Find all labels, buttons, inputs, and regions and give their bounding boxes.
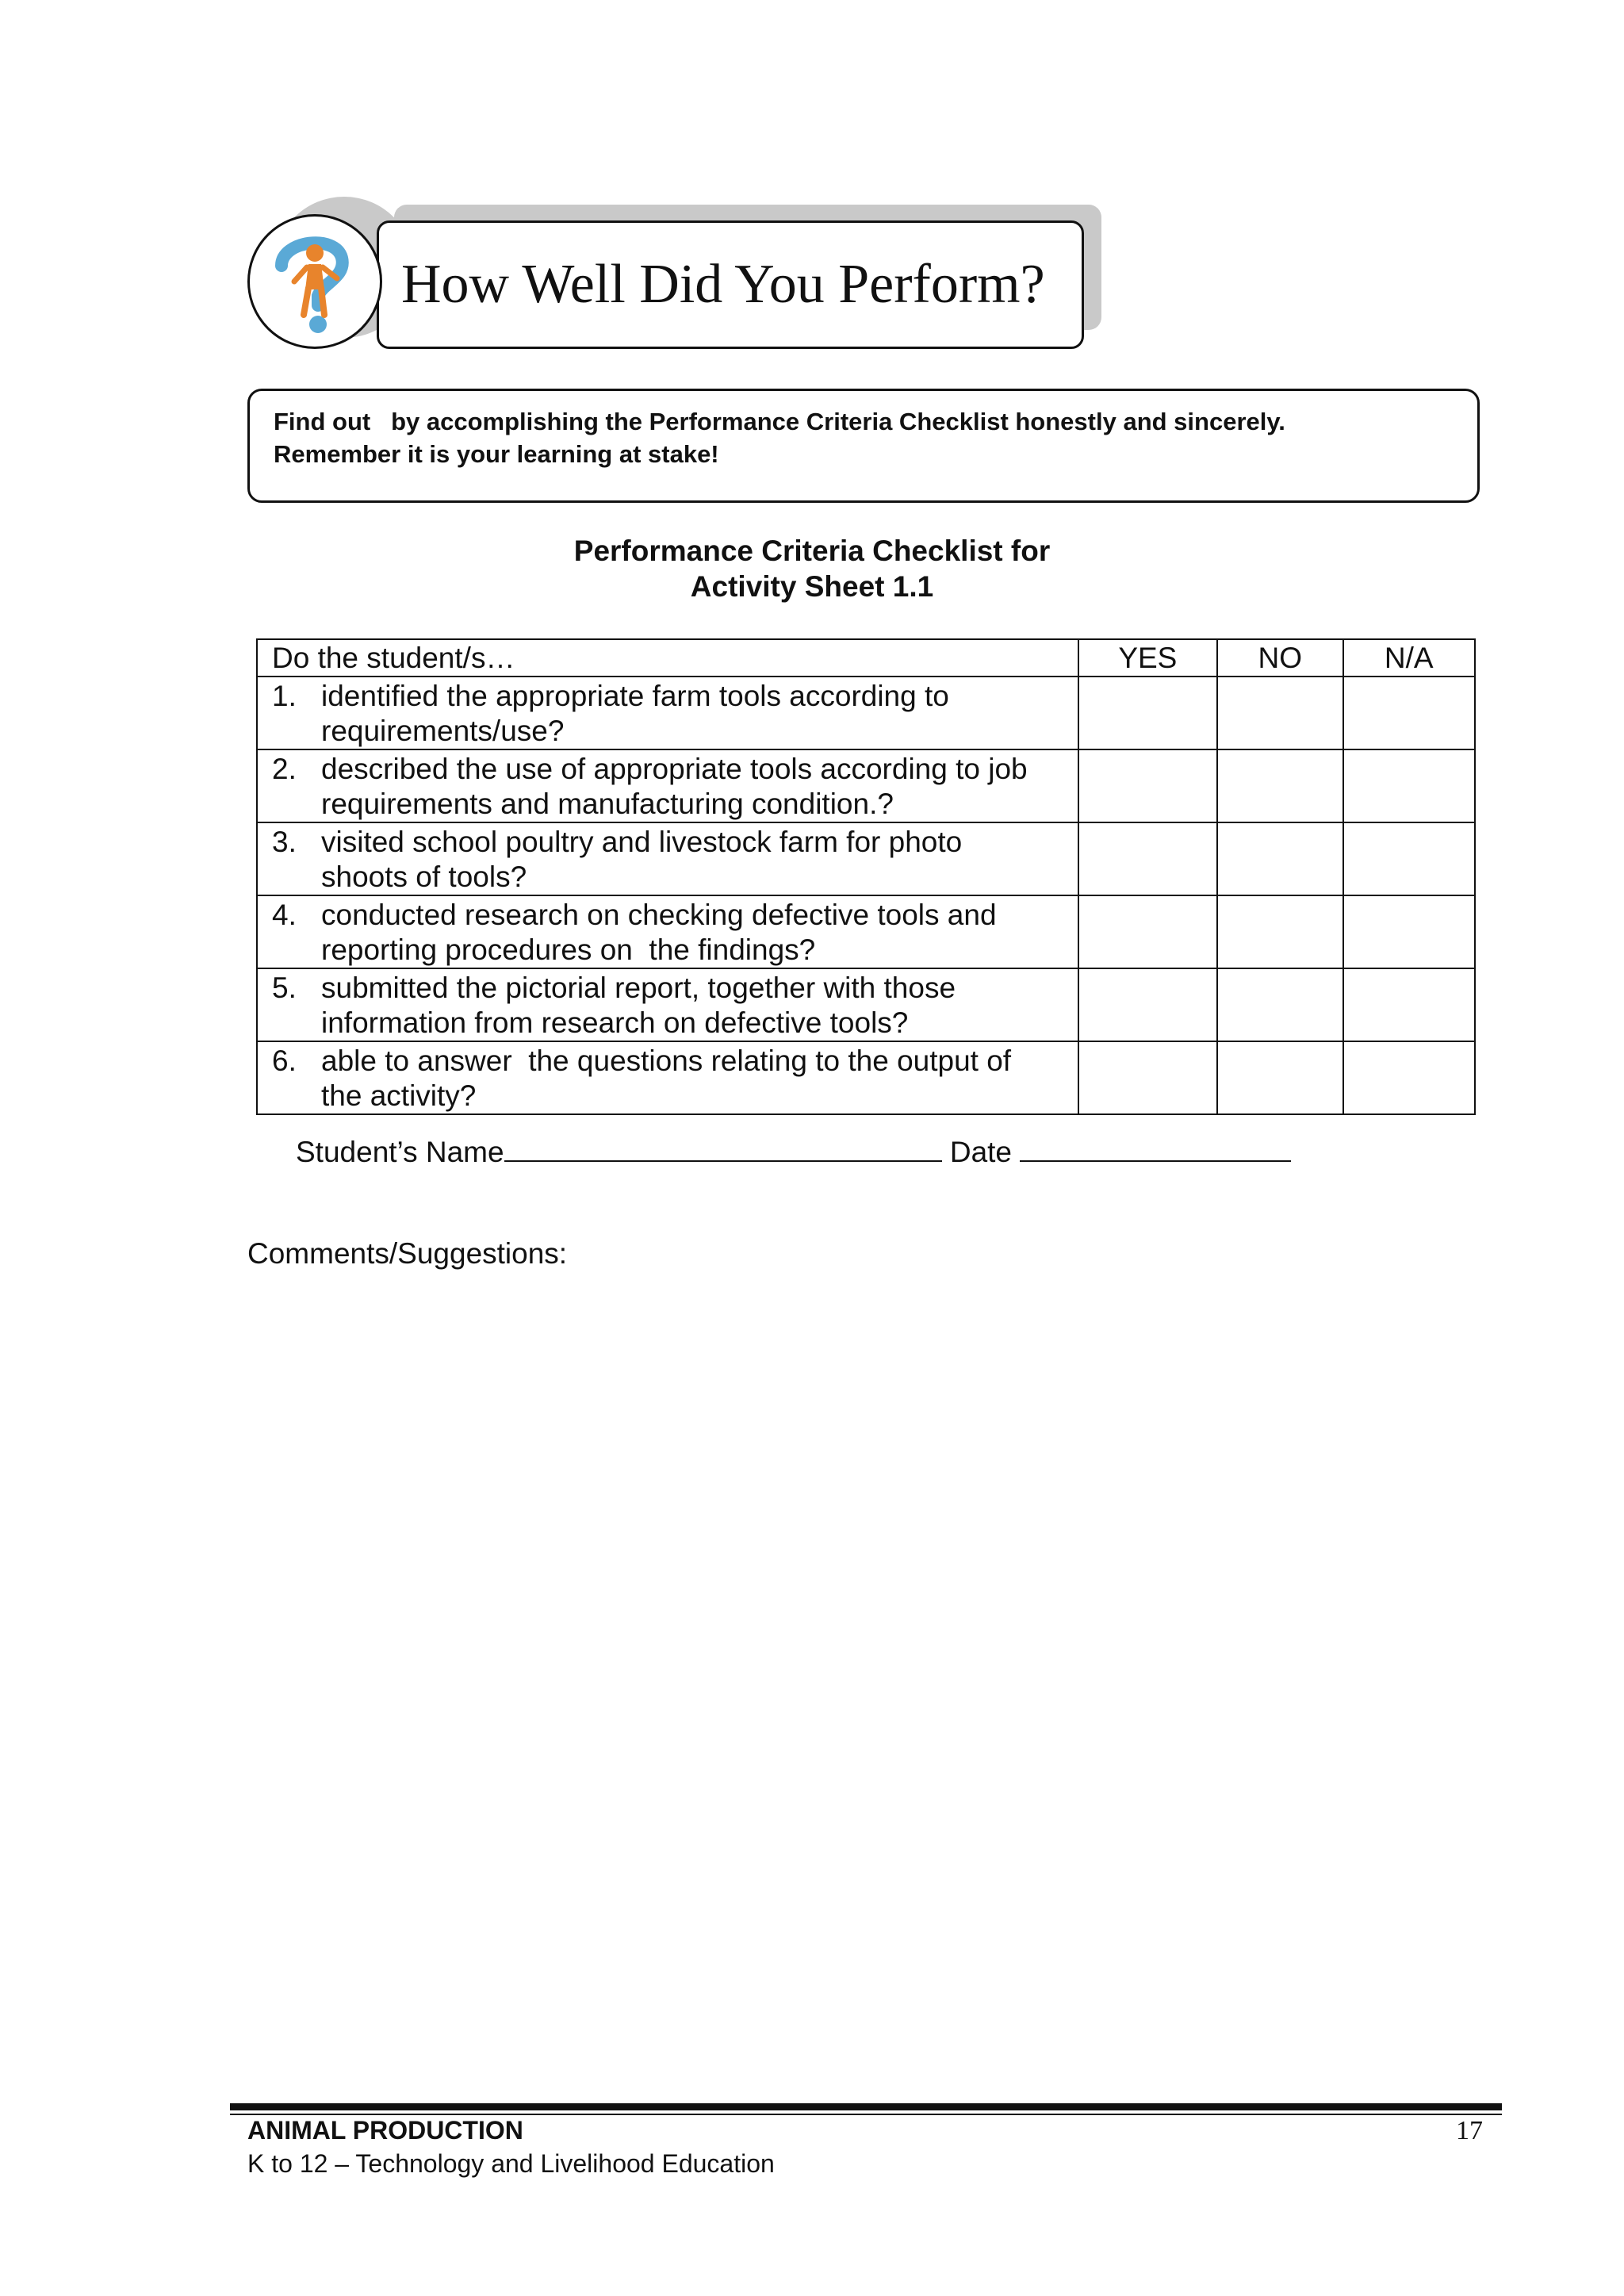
criterion-text-line-1: identified the appropriate farm tools according to [321, 680, 949, 712]
criterion-text-line-2: information from research on defective tools? [321, 1006, 909, 1039]
footer-rule-thin [230, 2114, 1502, 2115]
footer-subtitle: K to 12 – Technology and Livelihood Education [247, 2149, 775, 2178]
page-number: 17 [1456, 2116, 1483, 2145]
criterion-cell [257, 749, 1078, 822]
checklist-heading-line-1: Performance Criteria Checklist for [573, 535, 1051, 567]
yes-check-cell[interactable] [1078, 749, 1217, 822]
table-row [257, 1041, 1475, 1114]
criterion-text-line-2: requirements and manufacturing condition.? [321, 788, 894, 820]
page-title: How Well Did You Perform? [401, 254, 1045, 315]
na-check-cell[interactable] [1343, 749, 1475, 822]
footer-rule-thick [230, 2103, 1502, 2110]
checklist-heading-line-2: Activity Sheet 1.1 [690, 570, 934, 603]
student-name-date-line [296, 1136, 1291, 1169]
instruction-line-1: Find out by accomplishing the Performance Criteria Checklist honestly and sincerely. [274, 408, 1285, 435]
criterion-number: 6. [272, 1045, 297, 1077]
table-row [257, 822, 1475, 895]
criterion-text-line-2: reporting procedures on the findings? [321, 933, 816, 966]
criterion-cell [257, 968, 1078, 1041]
instruction-line-2: Remember it is your learning at stake! [274, 440, 719, 468]
criterion-number: 3. [272, 826, 297, 858]
table-row [257, 749, 1475, 822]
criterion-text-line-1: submitted the pictorial report, together with those [321, 972, 956, 1004]
no-check-cell[interactable] [1217, 749, 1342, 822]
na-check-cell[interactable] [1343, 1041, 1475, 1114]
no-check-cell[interactable] [1217, 968, 1342, 1041]
na-check-cell[interactable] [1343, 895, 1475, 968]
banner-title-box [377, 220, 1084, 349]
na-check-cell[interactable] [1343, 822, 1475, 895]
date-field[interactable] [1020, 1137, 1291, 1162]
column-header-criteria: Do the student/s… [257, 639, 1078, 677]
column-header-yes: YES [1078, 639, 1217, 677]
criterion-cell [257, 895, 1078, 968]
date-label: Date [949, 1136, 1013, 1168]
yes-check-cell[interactable] [1078, 968, 1217, 1041]
instruction-box [247, 389, 1480, 503]
criterion-text-line-2: requirements/use? [321, 715, 565, 747]
na-check-cell[interactable] [1343, 968, 1475, 1041]
student-name-label: Student’s Name [296, 1136, 504, 1168]
table-header-row [257, 639, 1475, 677]
table-row [257, 968, 1475, 1041]
criterion-text-line-1: visited school poultry and livestock farm for photo [321, 826, 963, 858]
no-check-cell[interactable] [1217, 677, 1342, 749]
criterion-text-line-2: shoots of tools? [321, 861, 527, 893]
criterion-number: 5. [272, 972, 297, 1004]
no-check-cell[interactable] [1217, 822, 1342, 895]
criterion-number: 1. [272, 680, 297, 712]
table-row [257, 677, 1475, 749]
yes-check-cell[interactable] [1078, 1041, 1217, 1114]
criterion-text-line-2: the activity? [321, 1079, 477, 1112]
student-name-field[interactable] [504, 1137, 942, 1162]
na-check-cell[interactable] [1343, 677, 1475, 749]
footer-program-title: ANIMAL PRODUCTION [247, 2116, 523, 2145]
column-header-no: NO [1217, 639, 1342, 677]
question-figure-icon [247, 214, 382, 349]
no-check-cell[interactable] [1217, 895, 1342, 968]
performance-checklist-table [256, 638, 1476, 1115]
checklist-heading [0, 533, 1624, 604]
yes-check-cell[interactable] [1078, 822, 1217, 895]
table-row [257, 895, 1475, 968]
criterion-cell [257, 822, 1078, 895]
criterion-text-line-1: able to answer the questions relating to the output of [321, 1045, 1012, 1077]
criterion-cell [257, 1041, 1078, 1114]
criterion-cell [257, 677, 1078, 749]
no-check-cell[interactable] [1217, 1041, 1342, 1114]
comments-label: Comments/Suggestions: [247, 1237, 568, 1270]
criterion-text-line-1: described the use of appropriate tools according to job [321, 753, 1028, 785]
yes-check-cell[interactable] [1078, 895, 1217, 968]
yes-check-cell[interactable] [1078, 677, 1217, 749]
criterion-number: 2. [272, 753, 297, 785]
criterion-number: 4. [272, 899, 297, 931]
criterion-text-line-1: conducted research on checking defective tools and [321, 899, 997, 931]
column-header-na: N/A [1343, 639, 1475, 677]
